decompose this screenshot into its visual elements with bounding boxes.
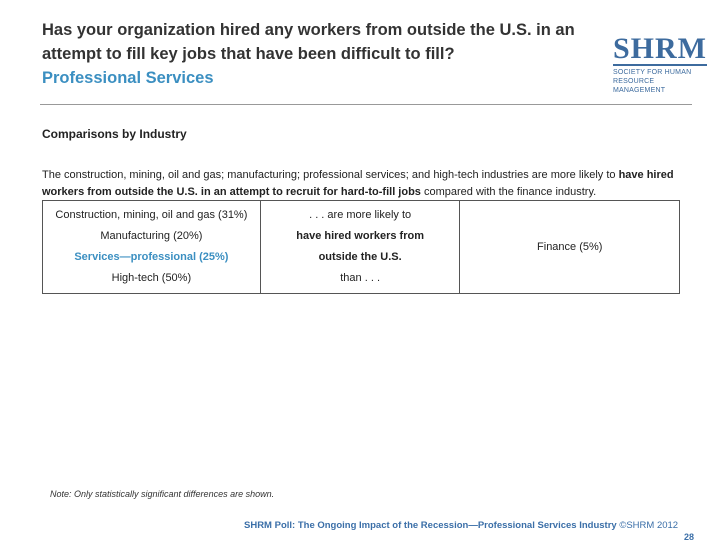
footer [244,520,678,531]
comparison-phrase-cell [260,201,460,294]
lower-industry-item: Finance (5%) [537,241,603,253]
shrm-logo [613,32,707,94]
comparison-phrase-line: have hired workers from [296,230,425,242]
industry-item: Manufacturing (20%) [100,230,203,242]
logo-tagline [613,68,703,95]
logo-wordmark: SHRM [613,32,707,65]
comparison-row [43,201,680,294]
description-text [42,167,692,201]
industry-item-highlight: Services—professional (25%) [74,251,229,263]
title-line-1: Has your organization hired any workers from outside the U.S. in an [42,21,575,39]
logo-tagline-line-1: SOCIETY FOR HUMAN [613,69,692,76]
description-plain: The construction, mining, oil and gas; manufacturing; professional services; and high-tech industries are more likely to [42,169,619,181]
logo-tagline-line-2: RESOURCE MANAGEMENT [613,78,666,94]
industry-item: High-tech (50%) [111,272,192,284]
footer-text: SHRM Poll: The Ongoing Impact of the Recession—Professional Services Industry [244,520,617,531]
comparison-phrase-line: outside the U.S. [318,251,402,263]
title-line-2: attempt to fill key jobs that have been difficult to fill? [42,45,455,63]
comparison-phrase-line: . . . are more likely to [309,209,412,221]
comparison-table [42,200,680,294]
page-title [42,18,582,66]
page-number: 28 [684,532,695,542]
industry-item: Construction, mining, oil and gas (31%) [55,209,248,221]
footer-copyright: ©SHRM 2012 [619,520,679,531]
description-bold: have hired workers from outside the U.S. in an attempt to recruit for hard-to-fill jobs [42,169,674,198]
higher-industries-cell [43,201,261,294]
section-heading: Comparisons by Industry [42,127,187,141]
comparison-phrase-line: than . . . [340,272,380,284]
header-divider [40,104,692,105]
lower-industry-cell [460,201,680,294]
description-tail: compared with the finance industry. [420,186,597,198]
page-subtitle: Professional Services [42,69,214,87]
footnote: Note: Only statistically significant differences are shown. [50,489,275,499]
